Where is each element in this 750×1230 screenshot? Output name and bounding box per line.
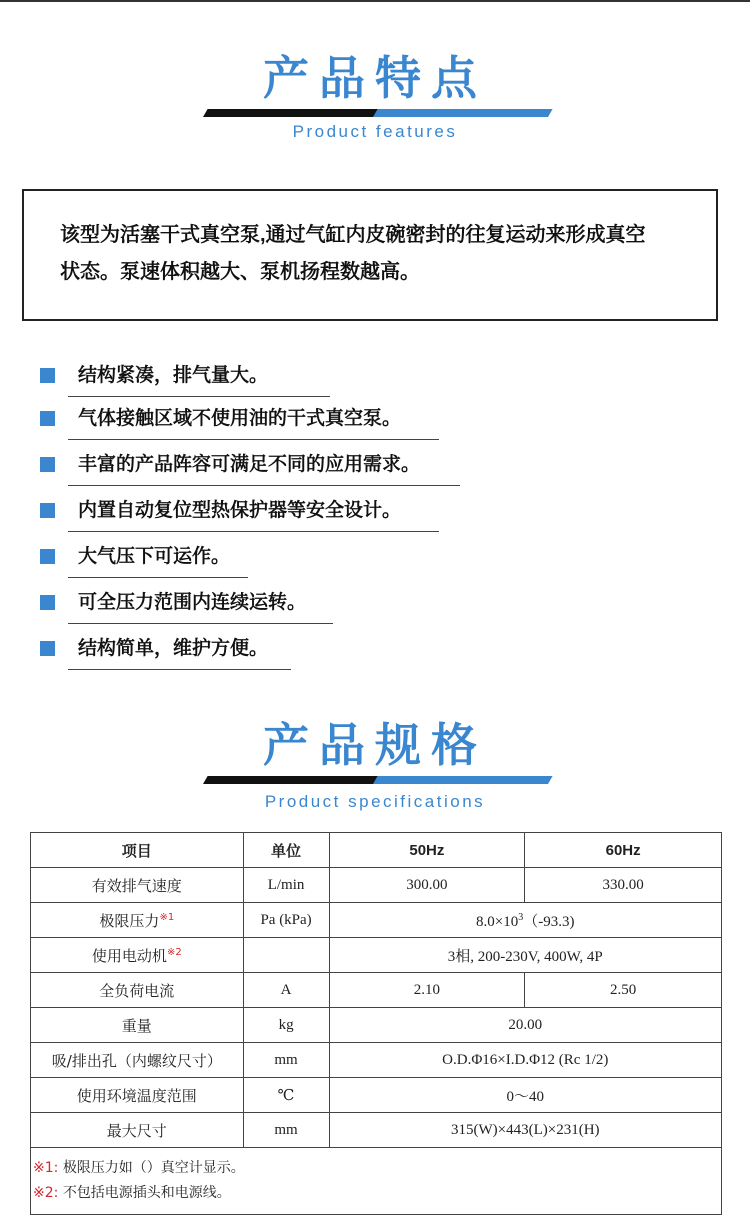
feature-text: 可全压力范围内连续运转。 <box>78 592 307 613</box>
bullet-square-icon <box>40 503 55 518</box>
feature-text: 内置自动复位型热保护器等安全设计。 <box>78 500 402 521</box>
row-item <box>31 903 244 938</box>
row-value-50hz: 300.00 <box>329 868 525 903</box>
row-item-label: 极限压力 <box>99 911 160 930</box>
features-title-bar <box>203 109 548 117</box>
row-unit: A <box>243 973 329 1008</box>
note-mark: ※1: <box>33 1160 59 1176</box>
bar-dark-segment <box>203 776 388 784</box>
bullet-square-icon <box>40 641 55 656</box>
bullet-square-icon <box>40 457 55 472</box>
header-item: 项目 <box>31 833 244 868</box>
row-unit: mm <box>243 1043 329 1078</box>
pressure-value-base: 8.0×10 <box>476 913 519 930</box>
pressure-value-tail: （-93.3) <box>523 913 575 930</box>
row-item: 重量 <box>31 1008 244 1043</box>
note-mark: ※2: <box>33 1185 59 1201</box>
feature-underline <box>68 485 460 486</box>
note-text: 不包括电源插头和电源线。 <box>62 1185 231 1201</box>
feature-underline <box>68 439 439 440</box>
table-row <box>31 973 722 1008</box>
intro-line-1: 该型为活塞干式真空泵,通过气缸内皮碗密封的往复运动来形成真空 <box>60 224 646 246</box>
table-row <box>31 903 722 938</box>
note-line <box>33 1156 719 1181</box>
bullet-square-icon <box>40 595 55 610</box>
table-row <box>31 1043 722 1078</box>
bar-blue-segment <box>373 776 553 784</box>
table-row <box>31 868 722 903</box>
feature-text: 结构紧凑，排气量大。 <box>78 365 269 386</box>
features-title: 产品特点 <box>263 52 487 104</box>
feature-text: 大气压下可运作。 <box>78 546 231 567</box>
feature-underline <box>68 396 330 397</box>
table-notes <box>31 1148 722 1215</box>
features-header <box>0 50 750 145</box>
row-item: 使用环境温度范围 <box>31 1078 244 1113</box>
header-50hz: 50Hz <box>329 833 525 868</box>
spec-table <box>30 832 722 1215</box>
table-row <box>31 938 722 973</box>
note-line <box>33 1181 719 1206</box>
table-header-row <box>31 833 722 868</box>
row-unit: mm <box>243 1113 329 1148</box>
row-value-60hz: 2.50 <box>525 973 722 1008</box>
row-item: 全负荷电流 <box>31 973 244 1008</box>
row-value <box>329 903 721 938</box>
row-item: 最大尺寸 <box>31 1113 244 1148</box>
bullet-square-icon <box>40 368 55 383</box>
row-item: 有效排气速度 <box>31 868 244 903</box>
spec-title-bar <box>203 776 548 784</box>
header-unit: 单位 <box>243 833 329 868</box>
bar-dark-segment <box>203 109 388 117</box>
spec-title: 产品规格 <box>263 719 487 771</box>
table-row <box>31 1113 722 1148</box>
feature-text: 丰富的产品阵容可满足不同的应用需求。 <box>78 454 421 475</box>
row-value-60hz: 330.00 <box>525 868 722 903</box>
table-row <box>31 1008 722 1043</box>
top-border-line <box>0 0 750 2</box>
bullet-square-icon <box>40 411 55 426</box>
header-60hz: 60Hz <box>525 833 722 868</box>
row-value: 20.00 <box>329 1008 721 1043</box>
row-item <box>31 938 244 973</box>
note-text: 极限压力如（）真空计显示。 <box>62 1160 245 1176</box>
row-value: 0～40 <box>329 1078 721 1113</box>
row-value: 315(W)×443(L)×231(H) <box>329 1113 721 1148</box>
notes-row <box>31 1148 722 1215</box>
row-unit: L/min <box>243 868 329 903</box>
spec-subtitle: Product specifications <box>264 792 486 811</box>
table-row <box>31 1078 722 1113</box>
row-value-50hz: 2.10 <box>329 973 525 1008</box>
row-value: O.D.Φ16×I.D.Φ12 (Rc 1/2) <box>329 1043 721 1078</box>
feature-underline <box>68 623 333 624</box>
pressure-value-exp: 3 <box>518 911 524 923</box>
row-value: 3相, 200-230V, 400W, 4P <box>329 938 721 973</box>
feature-text: 结构简单，维护方便。 <box>78 638 269 659</box>
footnote-mark: ※1 <box>159 911 175 923</box>
row-item: 吸/排出孔（内螺纹尺寸） <box>31 1043 244 1078</box>
feature-underline <box>68 669 291 670</box>
row-unit <box>243 938 329 973</box>
intro-line-2: 状态。泵速体积越大、泵机扬程数越高。 <box>60 261 420 283</box>
row-item-label: 使用电动机 <box>91 946 167 965</box>
features-subtitle: Product features <box>292 122 458 141</box>
footnote-mark: ※2 <box>166 946 182 958</box>
bar-blue-segment <box>373 109 553 117</box>
row-unit: ℃ <box>243 1078 329 1113</box>
row-unit: kg <box>243 1008 329 1043</box>
intro-box <box>22 189 718 321</box>
bullet-square-icon <box>40 549 55 564</box>
feature-text: 气体接触区域不使用油的干式真空泵。 <box>78 408 402 429</box>
feature-underline <box>68 577 248 578</box>
spec-header <box>0 717 750 817</box>
row-unit: Pa (kPa) <box>243 903 329 938</box>
feature-underline <box>68 531 439 532</box>
